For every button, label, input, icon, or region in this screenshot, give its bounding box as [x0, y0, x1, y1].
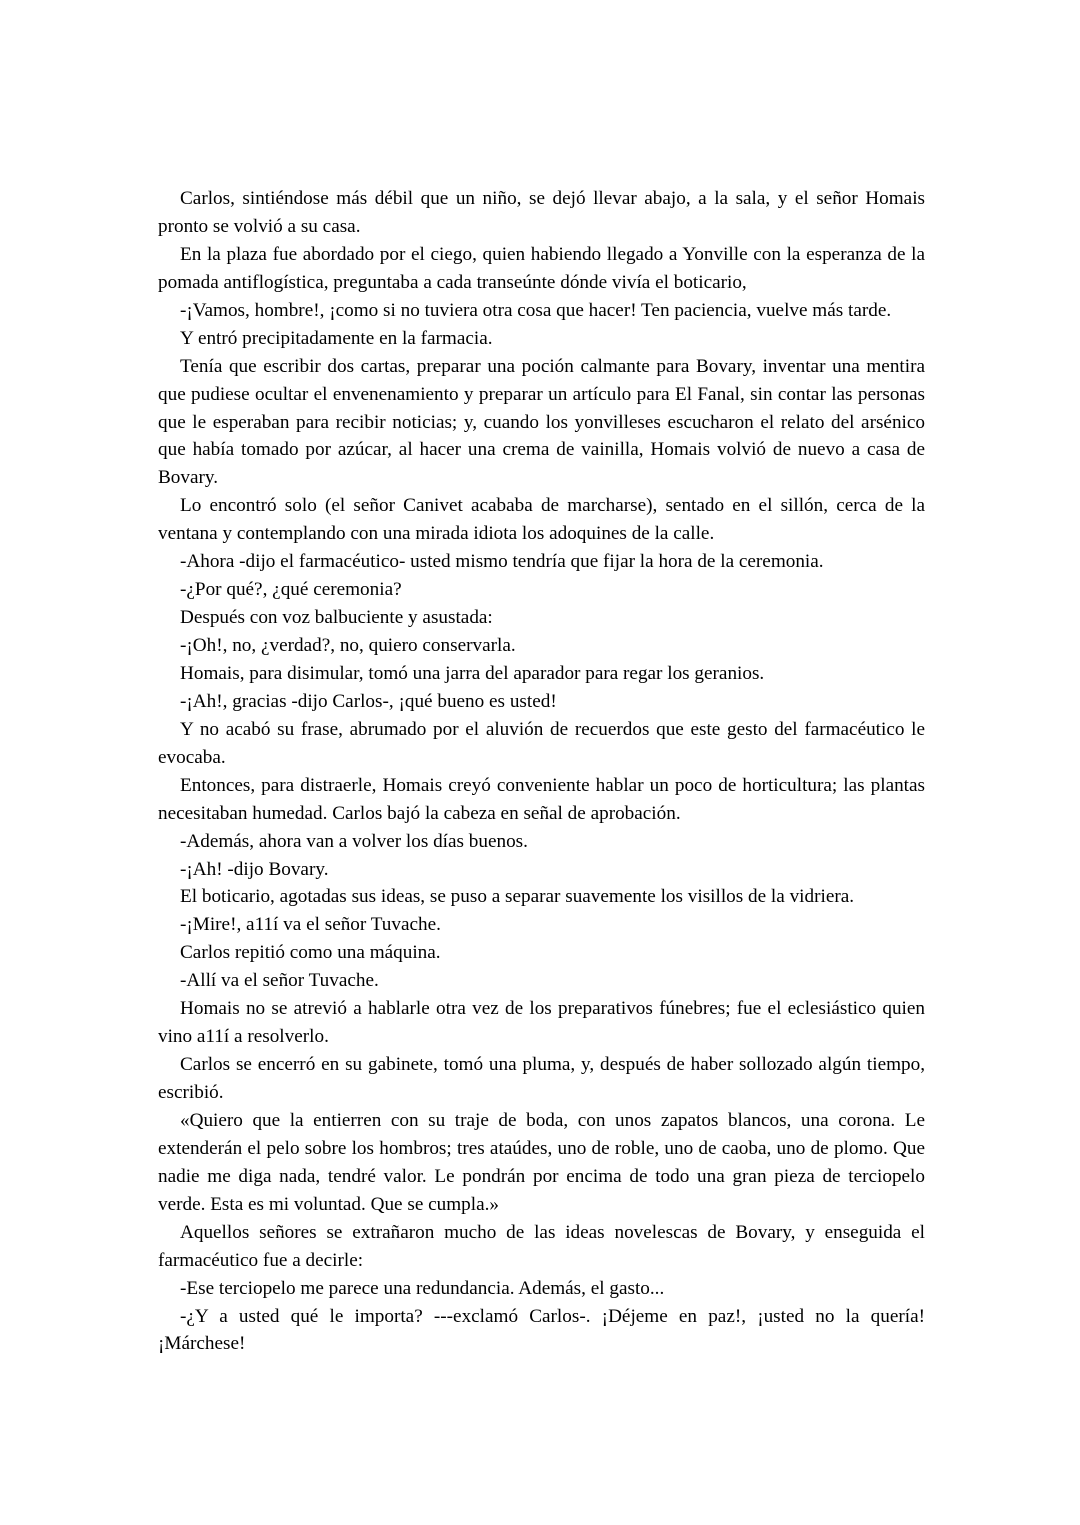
body-text-column: [158, 185, 925, 1358]
paragraph: Entonces, para distraerle, Homais creyó conveniente hablar un poco de horticultura; las plantas necesitaban humedad. Carlos bajó la cabeza en señal de aprobación.: [158, 774, 925, 824]
paragraph: -¿Y a usted qué le importa? ---exclamó Carlos-. ¡Déjeme en paz!, ¡usted no la quería! ¡Márchese!: [158, 1305, 925, 1355]
paragraph: Y entró precipitadamente en la farmacia.: [180, 327, 493, 349]
paragraph: Carlos, sintiéndose más débil que un niño, se dejó llevar abajo, a la sala, y el señor Homais pronto se volvió a su casa.: [158, 188, 925, 237]
paragraph: Lo encontró solo (el señor Canivet acababa de marcharse), sentado en el sillón, cerca de la ventana y contemplando con una mirada idiota los adoquines de la calle.: [158, 495, 925, 545]
paragraph: -¡Mire!, a11í va el señor Tuvache.: [180, 914, 441, 936]
paragraph: En la plaza fue abordado por el ciego, quien habiendo llegado a Yonville con la esperanza de la pomada antiflogística, preguntaba a cada transeúnte dónde vivía el boticario,: [158, 243, 925, 293]
paragraph: Carlos se encerró en su gabinete, tomó una pluma, y, después de haber sollozado algún tiempo, escribió.: [158, 1054, 925, 1103]
paragraph: Homais no se atrevió a hablarle otra vez de los preparativos fúnebres; fue el eclesiástico quien vino a11í a resolverlo.: [158, 998, 925, 1048]
paragraph: Y no acabó su frase, abrumado por el aluvión de recuerdos que este gesto del farmacéutico le evocaba.: [158, 718, 925, 768]
paragraph: «Quiero que la entierren con su traje de boda, con unos zapatos blancos, una corona. Le extenderán el pelo sobre los hombros; tres ataúdes, uno de roble, uno de caoba, uno de plomo. Que nadie me diga nada, tendré valor. Le pondrán por encima de todo una gran pieza de terciopelo verde. Esta es mi voluntad. Que se cumpla.»: [158, 1109, 925, 1215]
paragraph: -¡Vamos, hombre!, ¡como si no tuviera otra cosa que hacer! Ten paciencia, vuelve más tarde.: [180, 299, 892, 321]
paragraph: Aquellos señores se extrañaron mucho de las ideas novelescas de Bovary, y enseguida el farmacéutico fue a decirle:: [158, 1221, 925, 1271]
paragraph: -Ese terciopelo me parece una redundancia. Además, el gasto...: [180, 1277, 665, 1299]
paragraph: -Además, ahora van a volver los días buenos.: [180, 830, 528, 852]
paragraph: Carlos repitió como una máquina.: [180, 942, 441, 964]
paragraph: -¡Ah! -dijo Bovary.: [180, 858, 329, 880]
paragraph: Homais, para disimular, tomó una jarra del aparador para regar los geranios.: [180, 662, 765, 684]
paragraph: -¡Ah!, gracias -dijo Carlos-, ¡qué bueno es usted!: [180, 690, 557, 712]
paragraph: -¡Oh!, no, ¿verdad?, no, quiero conservarla.: [180, 635, 516, 656]
paragraph: -¿Por qué?, ¿qué ceremonia?: [180, 579, 402, 601]
paragraph: Después con voz balbuciente y asustada:: [180, 607, 493, 629]
paragraph: -Allí va el señor Tuvache.: [180, 970, 379, 992]
paragraph: Tenía que escribir dos cartas, preparar una poción calmante para Bovary, inventar una mentira que pudiese ocultar el envenenamiento y preparar un artículo para El Fanal, sin contar las personas que le esperaban para recibir noticias; y, cuando los yonvilleses escucharon el relato del arsénico que había tomado por azúcar, al hacer una crema de vainilla, Homais volvió de nuevo a casa de Bovary.: [158, 355, 925, 489]
paragraph: -Ahora -dijo el farmacéutico- usted mismo tendría que fijar la hora de la ceremonia.: [180, 551, 824, 573]
paragraph: El boticario, agotadas sus ideas, se puso a separar suavemente los visillos de la vidriera.: [180, 886, 855, 908]
